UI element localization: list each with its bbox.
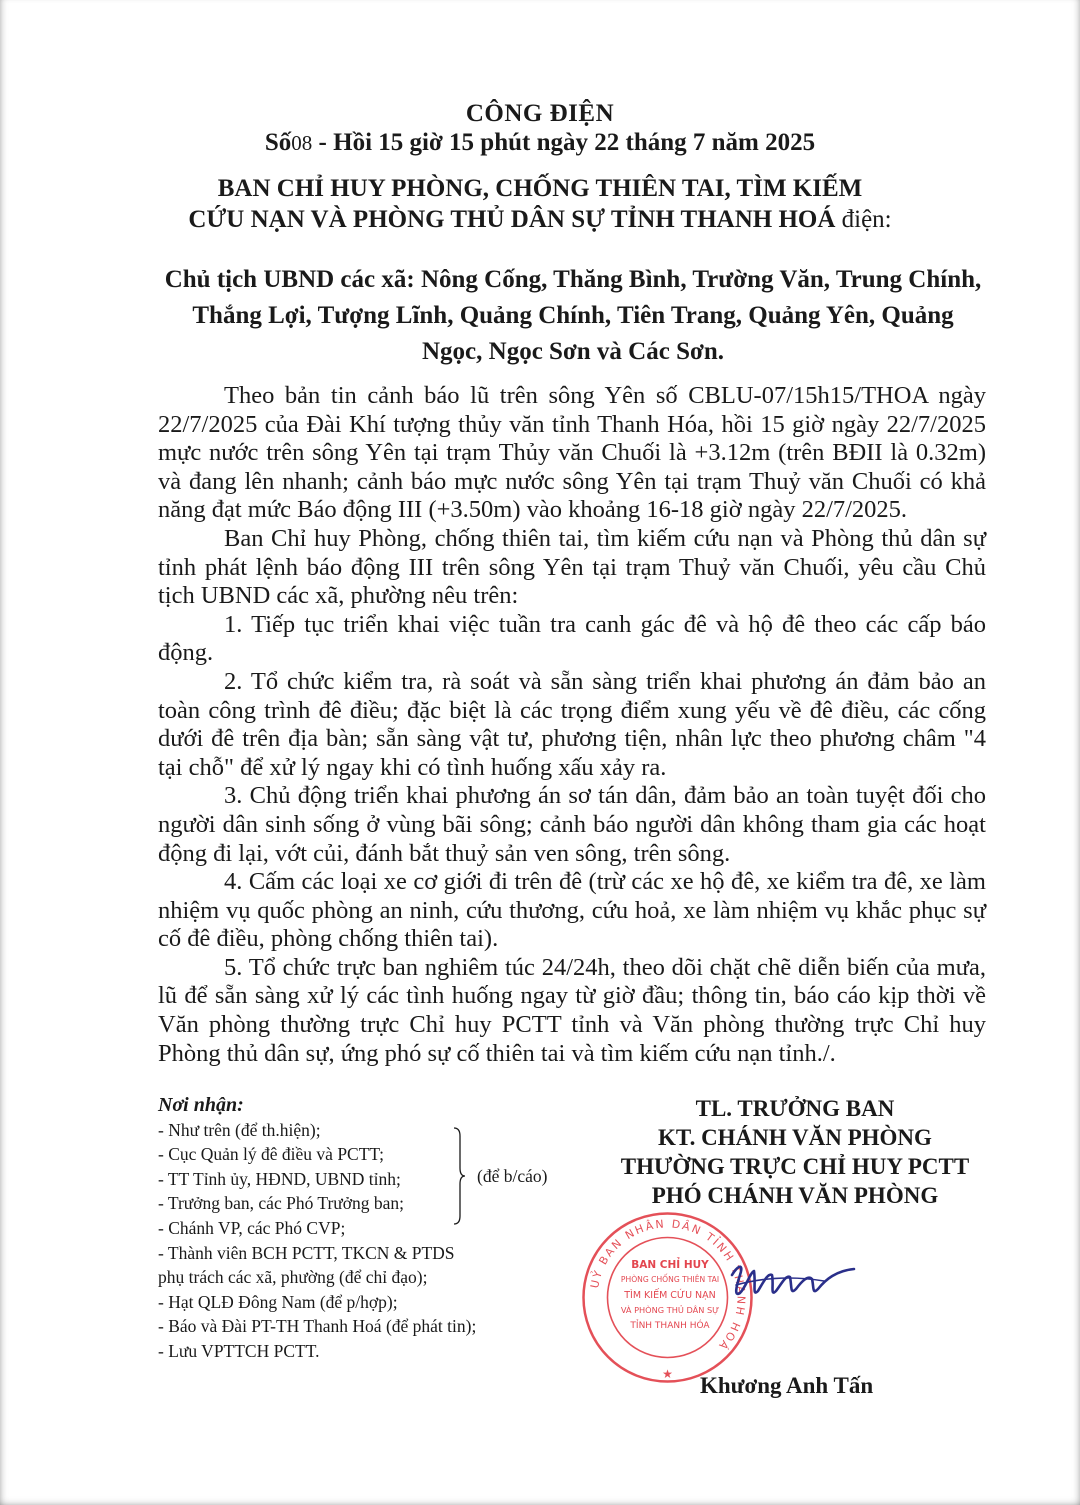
body-item-3: 3. Chủ động triển khai phương án sơ tán dân, đảm bảo an toàn tuyệt đối cho người dân sinh sống ở vùng bãi sông; cảnh báo người dân không tham gia các hoạt động đi lại, vớt củi, đánh bắt thuỷ sản ven sông, trên sông. bbox=[158, 782, 986, 867]
signer-name: Khương Anh Tấn bbox=[700, 1373, 874, 1398]
body-text bbox=[158, 382, 986, 1068]
addressee-line-2: Thắng Lợi, Tượng Lĩnh, Quảng Chính, Tiên Trang, Quảng Yên, Quảng bbox=[192, 302, 954, 329]
addressee-line-1: Chủ tịch UBND các xã: Nông Cống, Thăng Bình, Trường Văn, Trung Chính, bbox=[164, 266, 982, 293]
seal-line-2: PHÒNG CHỐNG THIÊN TAI bbox=[620, 1275, 720, 1284]
issuer-dien: điện: bbox=[835, 206, 892, 233]
recipient-item: - Chánh VP, các Phó CVP; bbox=[158, 1217, 346, 1238]
signer-line-1: TL. TRƯỞNG BAN bbox=[695, 1096, 895, 1121]
recipient-item: - Hạt QLĐ Đông Nam (để p/hợp); bbox=[158, 1291, 398, 1312]
recipient-item: - TT Tỉnh ủy, HĐND, UBND tỉnh; bbox=[158, 1168, 401, 1189]
recipients-list bbox=[158, 1093, 578, 1364]
recipients-group-label: (để b/cáo) bbox=[477, 1166, 548, 1186]
seal-ring-text: UỶ BAN NHÂN DÂN TỈNH THANH HOÁ bbox=[588, 1217, 748, 1354]
addressee-line-3: Ngọc, Ngọc Sơn và Các Sơn. bbox=[421, 338, 724, 365]
signer-line-2: KT. CHÁNH VĂN PHÒNG bbox=[658, 1125, 932, 1150]
number-datetime: - Hồi 15 giờ 15 phút ngày 22 tháng 7 năm 2025 bbox=[312, 129, 816, 156]
recipient-item: - Lưu VPTTCH PCTT. bbox=[158, 1340, 320, 1361]
signer-line-3: THƯỜNG TRỰC CHỈ HUY PCTT bbox=[620, 1154, 970, 1179]
seal-line-3: TÌM KIẾM CỨU NẠN bbox=[624, 1290, 716, 1301]
recipient-item: - Thành viên BCH PCTT, TKCN & PTDS bbox=[158, 1242, 455, 1263]
recipient-item: phụ trách các xã, phường (để chỉ đạo); bbox=[158, 1267, 428, 1288]
signer-title-block bbox=[590, 1094, 1000, 1210]
issuer-block bbox=[0, 173, 1080, 235]
seal-line-5: TỈNH THANH HÓA bbox=[630, 1321, 710, 1331]
seal-line-4: VÀ PHÒNG THỦ DÂN SỰ bbox=[620, 1305, 720, 1315]
issuer-line-2: CỨU NẠN VÀ PHÒNG THỦ DÂN SỰ TỈNH THANH HOÁ điện: bbox=[188, 206, 892, 233]
number-prefix: Số bbox=[264, 129, 292, 156]
right-brace-icon bbox=[452, 1126, 466, 1226]
handwritten-signature bbox=[728, 1245, 858, 1315]
recipient-item: - Trưởng ban, các Phó Trưởng ban; bbox=[158, 1193, 405, 1214]
signer-line-4: PHÓ CHÁNH VĂN PHÒNG bbox=[651, 1183, 939, 1208]
seal-star-icon: ★ bbox=[662, 1367, 673, 1381]
number-value: 08 bbox=[291, 131, 313, 155]
document-title: CÔNG ĐIỆN bbox=[465, 100, 615, 127]
addressee-block bbox=[158, 262, 988, 370]
recipients-title: Nơi nhận: bbox=[158, 1094, 244, 1116]
body-item-1: 1. Tiếp tục triển khai việc tuần tra canh gác đê và hộ đê theo các cấp báo động. bbox=[158, 610, 986, 667]
document-number bbox=[0, 129, 1080, 157]
body-item-5: 5. Tổ chức trực ban nghiêm túc 24/24h, theo dõi chặt chẽ diễn biến của mưa, lũ để sẵn sàng xử lý các tình huống ngay từ giờ đầu; thông tin, báo cáo kịp thời về Văn phòng thường trực Chỉ huy PCTT tỉnh và Văn phòng thường trực Chỉ huy Phòng thủ dân sự, ứng phó sự cố thiên tai và tìm kiếm cứu nạn tỉnh./. bbox=[158, 953, 986, 1067]
body-item-4: 4. Cấm các loại xe cơ giới đi trên đê (trừ các xe hộ đê, xe kiểm tra đê, xe làm nhiệm vụ quốc phòng an ninh, cứu thương, cứu hoả, xe làm nhiệm vụ khắc phục sự cố đê điều, phòng chống thiên tai). bbox=[158, 868, 986, 953]
body-paragraph-1: Theo bản tin cảnh báo lũ trên sông Yên số CBLU-07/15h15/THOA ngày 22/7/2025 của Đài Khí tượng thủy văn tỉnh Thanh Hóa, hồi 15 giờ ngày 22/7/2025 mực nước trên sông Yên tại trạm Thủy văn Chuối là +3.12m (trên BĐII là 0.32m) và đang lên nhanh; cảnh báo mực nước sông Yên tại trạm Thuỷ văn Chuối có khả năng đạt mức Báo động III (+3.50m) vào khoảng 16-18 giờ ngày 22/7/2025. bbox=[158, 382, 986, 524]
body-paragraph-2: Ban Chỉ huy Phòng, chống thiên tai, tìm kiếm cứu nạn và Phòng thủ dân sự tỉnh phát lệnh báo động III trên sông Yên tại trạm Thuỷ văn Chuối, yêu cầu Chủ tịch UBND các xã, phường nêu trên: bbox=[158, 524, 986, 610]
recipient-item: - Cục Quản lý đê điều và PCTT; bbox=[158, 1144, 385, 1165]
seal-line-1: BAN CHỈ HUY bbox=[631, 1259, 709, 1271]
body-item-2: 2. Tổ chức kiểm tra, rà soát và sẵn sàng triển khai phương án đảm bảo an toàn công trình đê điều; đặc biệt là các trọng điểm xung yếu về đê điều, các cống dưới đê trên địa bàn; sẵn sàng vật tư, phương tiện, nhân lực theo phương châm "4 tại chỗ" để xử lý ngay khi có tình huống xấu xảy ra. bbox=[158, 667, 986, 781]
recipient-item: - Như trên (để th.hiện); bbox=[158, 1119, 321, 1140]
recipient-item: - Báo và Đài PT-TH Thanh Hoá (để phát tin); bbox=[158, 1316, 477, 1337]
issuer-line-1: BAN CHỈ HUY PHÒNG, CHỐNG THIÊN TAI, TÌM KIẾM bbox=[217, 175, 863, 202]
